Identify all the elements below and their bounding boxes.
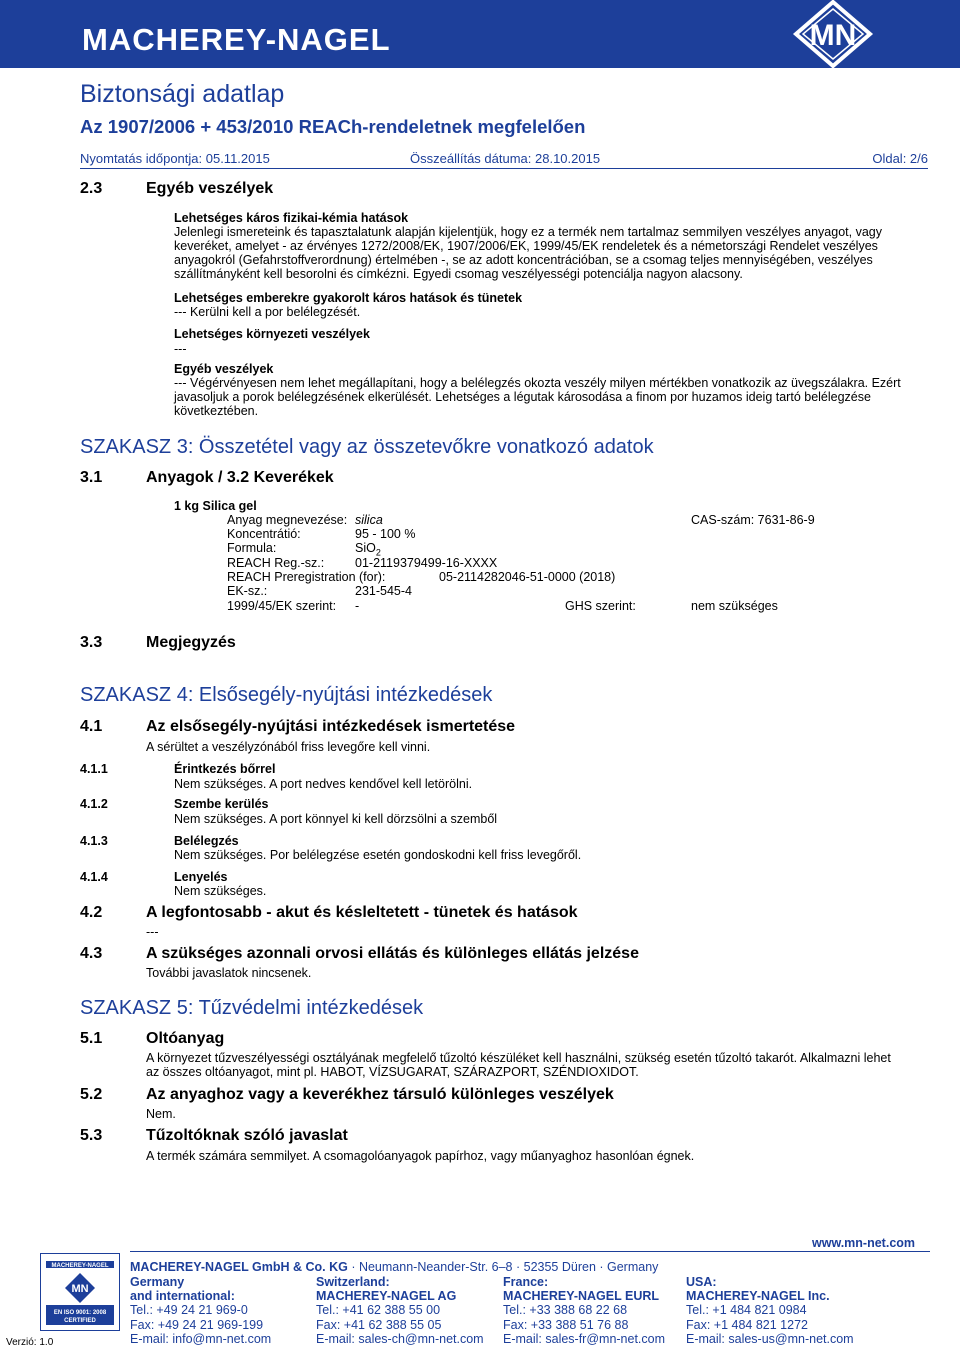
item-4-1-1-num: 4.1.1: [80, 762, 108, 776]
section-4-heading: SZAKASZ 4: Elsősegély-nyújtási intézkedések: [80, 684, 493, 706]
version: Verzió: 1.0: [6, 1337, 54, 1348]
section-3-3-heading: 3.3 Megjegyzés: [80, 634, 236, 651]
cas-number: CAS-szám: 7631-86-9: [691, 513, 815, 527]
item-title: 1 kg Silica gel: [174, 499, 257, 513]
formula-value: SiO$_2$: [355, 541, 381, 558]
prereg-value: 05-2114282046-51-0000 (2018): [439, 570, 616, 584]
section-5-heading: SZAKASZ 5: Tűzvédelmi intézkedések: [80, 997, 424, 1019]
conc-label: Koncentrátió:: [227, 527, 301, 541]
brand-name: MACHEREY-NAGEL: [82, 22, 391, 57]
footer-col-usa: USA: MACHEREY-NAGEL Inc. Tel.: +1 484 821 0984 Fax: +1 484 821 1272 E-mail: sales-us@mn-net.com: [686, 1275, 854, 1346]
footer-col-france: France: MACHEREY-NAGEL EURL Tel.: +33 388 68 22 68 Fax: +33 388 51 76 88 E-mail: sales-fr@mn-net.com: [503, 1275, 666, 1346]
badge-iso: EN ISO 9001: 2008: [53, 1310, 107, 1316]
conc-value: 95 - 100 %: [355, 527, 416, 541]
ek-value: 231-545-4: [355, 584, 412, 598]
section-4-2-heading: 4.2 A legfontosabb - akut és késleltetett - tünetek és hatások: [80, 904, 578, 921]
section-5-1-heading: 5.1 Oltóanyag: [80, 1030, 225, 1047]
footer-col-switzerland: Switzerland: MACHEREY-NAGEL AG Tel.: +41 62 388 55 00 Fax: +41 62 388 55 05 E-mail: sales-ch@mn-net.com: [316, 1275, 484, 1346]
footer-divider: [130, 1251, 930, 1252]
section-5-2-heading: 5.2 Az anyaghoz vagy a keverékhez társuló különleges veszélyek: [80, 1086, 614, 1103]
prereg-label: REACH Preregistration (for):: [227, 570, 386, 584]
compile-date: Összeállítás dátuma: 28.10.2015: [410, 151, 601, 166]
section-2-3-heading: 2.3 Egyéb veszélyek: [80, 180, 274, 197]
item-4-1-4-num: 4.1.4: [80, 870, 108, 884]
item-4-1-1-title: Érintkezés bőrrel: [174, 762, 276, 776]
ghs-label: GHS szerint:: [565, 599, 636, 613]
item-4-1-2-num: 4.1.2: [80, 797, 108, 811]
formula-label: Formula:: [227, 541, 277, 555]
section-4-3-text: További javaslatok nincsenek.: [146, 966, 312, 980]
item-4-1-1-text: Nem szükséges. A port nedves kendővel kell letörölni.: [174, 777, 473, 791]
section-4-1-heading: 4.1 Az elsősegély-nyújtási intézkedések ismertetése: [80, 718, 516, 735]
env-hazards-title: Lehetséges környezeti veszélyek: [174, 327, 370, 341]
badge-logo-text: MN: [71, 1283, 89, 1295]
directive-label: 1999/45/EK szerint:: [227, 599, 337, 613]
section-5-2-text: Nem.: [146, 1107, 176, 1121]
reach-label: REACH Reg.-sz.:: [227, 556, 325, 570]
page-title: Biztonsági adatlap: [80, 80, 285, 108]
website[interactable]: www.mn-net.com: [812, 1236, 916, 1250]
item-4-1-4-title: Lenyelés: [174, 870, 228, 884]
env-hazards-text: ---: [174, 342, 187, 356]
badge-brand: MACHEREY-NAGEL: [51, 1263, 109, 1269]
section-5-3-heading: 5.3 Tűzoltóknak szóló javaslat: [80, 1127, 348, 1144]
section-4-3-heading: 4.3 A szükséges azonnali orvosi ellátás és különleges ellátás jelzése: [80, 945, 639, 962]
item-4-1-2-title: Szembe kerülés: [174, 797, 269, 811]
mn-logo: [778, 0, 888, 68]
item-4-1-2-text: Nem szükséges. A port könnyel ki kell dörzsölni a szemből: [174, 812, 498, 826]
other-hazards-text: --- Végérvényesen nem lehet megállapítani, hogy a belélegzés okozta veszély milyen mértékben vonatkozik az üvegszálakra. Ezért javasoljuk a porok belélegzésének elkerülését. Lehetséges a légutak károsodása a finom por huzamos ideig tartó belélegzése következtében.: [174, 376, 901, 418]
ek-label: EK-sz.:: [227, 584, 268, 598]
section-5-3-text: A termék számára semmilyet. A csomagolóanyagok papírhoz, vagy műanyaghoz hasonlóan égnek.: [146, 1149, 695, 1163]
page-number: Oldal: 2/6: [872, 151, 928, 166]
company-line: MACHEREY-NAGEL GmbH & Co. KG · Neumann-Neander-Str. 6–8 · 52355 Düren · Germany: [130, 1260, 659, 1274]
reach-value: 01-2119379499-16-XXXX: [355, 556, 498, 570]
item-4-1-4-text: Nem szükséges.: [174, 884, 267, 898]
human-effects-text: --- Kerülni kell a por belélegzését.: [174, 305, 361, 319]
logo-text: MN: [809, 19, 857, 52]
print-info-row: [80, 150, 928, 169]
section-3-heading: SZAKASZ 3: Összetétel vagy az összetevőkre vonatkozó adatok: [80, 436, 654, 458]
item-4-1-3-text: Nem szükséges. Por belélegzése esetén gondoskodni kell friss levegőről.: [174, 848, 582, 862]
section-4-2-text: ---: [146, 925, 159, 939]
iso-certificate-badge: [40, 1253, 120, 1331]
page-subtitle: Az 1907/2006 + 453/2010 REACh-rendeletnek megfelelően: [80, 116, 586, 137]
section-5-1-text: A környezet tűzveszélyességi osztályának megfelelő tűzoltó készüléket kell használni, szükség esetén tűzoltó takarót. Alkalmazni lehet az összes oltóanyagot, mint pl. HABOT, VÍZSUGARAT, SZÁRAZPORT, SZÉNDIOXIDOT.: [146, 1051, 891, 1079]
name-value: silica: [355, 513, 383, 527]
item-4-1-3-num: 4.1.3: [80, 834, 108, 848]
print-date: Nyomtatás időpontja: 05.11.2015: [80, 151, 270, 166]
physchem-title: Lehetséges káros fizikai-kémia hatások: [174, 211, 409, 225]
directive-value: -: [355, 599, 360, 613]
physchem-text: Jelenlegi ismereteink és tapasztalatunk alapján kijelentjük, hogy ez a termék nem tartalmaz semmilyen veszélyes anyagot, vagy keveréket, amelyet - az érvényes 1272/2008/EK, 1907/2006/EK, 1999/45/EK rendeletek és a németországi Rendelet veszélyes anyagokról (Gefahrstoffverordnung) értelmében -, se az adott koncentrációban, se a csomag teljes mennyiségében, veszélyes szállítmányként kell besorolni és címkézni. Egyedi csomag veszélyességi potenciálja nagyon alacsony.: [174, 225, 882, 281]
section-4-1-text: A sérültet a veszélyzónából friss levegőre kell vinni.: [146, 740, 431, 754]
item-4-1-3-title: Belélegzés: [174, 834, 239, 848]
footer-col-germany: Germany and international: Tel.: +49 24 21 969-0 Fax: +49 24 21 969-199 E-mail: info@mn-net.com: [130, 1275, 272, 1346]
badge-certified: CERTIFIED: [64, 1318, 96, 1324]
other-hazards-title: Egyéb veszélyek: [174, 362, 274, 376]
name-label: Anyag megnevezése:: [227, 513, 348, 527]
section-3-1-heading: 3.1 Anyagok / 3.2 Keverékek: [80, 469, 334, 486]
ghs-value: nem szükséges: [691, 599, 778, 613]
human-effects-title: Lehetséges emberekre gyakorolt káros hatások és tünetek: [174, 291, 523, 305]
